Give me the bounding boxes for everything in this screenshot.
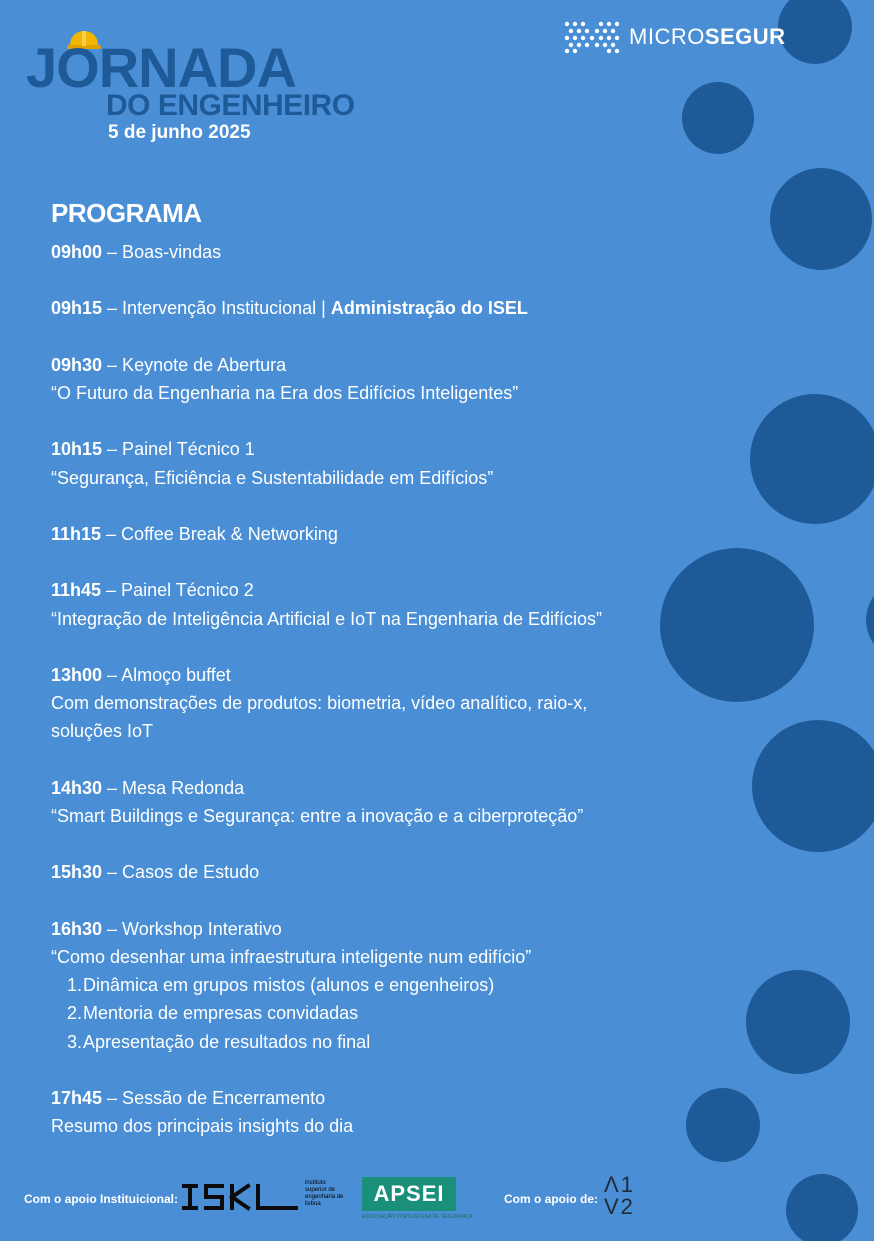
- agenda-title: – Painel Técnico 2: [101, 580, 254, 601]
- agenda-detail: “Integração de Inteligência Artificial e IoT na Engenharia de Edifícios”: [51, 608, 602, 629]
- agenda-item: [51, 1084, 671, 1140]
- agenda-time: 14h30: [51, 777, 103, 798]
- agenda-title: – Almoço buffet: [102, 664, 231, 685]
- agenda-item: [51, 294, 671, 322]
- apsei-logo: APSEI: [362, 1177, 456, 1211]
- agenda-time: 17h45: [51, 1087, 103, 1108]
- agenda-time: 09h15: [51, 298, 103, 319]
- agenda-title: – Keynote de Abertura: [102, 354, 287, 375]
- agenda-title: – Boas-vindas: [102, 242, 222, 262]
- event-subtitle: DO ENGENHEIRO: [106, 89, 355, 122]
- microsegur-logo: [563, 20, 786, 54]
- agenda-item: [51, 774, 671, 830]
- agenda-time: 11h45: [51, 580, 102, 601]
- workshop-step: 1.Dinâmica em grupos mistos (alunos e engenheiros): [67, 975, 495, 996]
- agenda-detail: “Segurança, Eficiência e Sustentabilidade em Edifícios”: [51, 467, 494, 488]
- agenda-title: – Mesa Redonda: [102, 777, 245, 798]
- institutional-support-label: Com o apoio Instituicional:: [24, 1192, 178, 1206]
- sponsors-footer: [0, 1170, 874, 1230]
- agenda-title: – Workshop Interativo: [102, 918, 282, 939]
- decor-circle: [778, 0, 852, 64]
- decor-circle: [686, 1088, 760, 1162]
- agenda-item: [51, 520, 671, 548]
- agenda-item: [51, 661, 671, 746]
- agenda-title: – Casos de Estudo: [102, 862, 260, 883]
- event-date: 5 de junho 2025: [108, 122, 251, 143]
- agenda-item: [51, 915, 671, 1056]
- agenda-title: – Sessão de Encerramento: [102, 1087, 326, 1108]
- apsei-caption: ASSOCIAÇÃO PORTUGUESA DE SEGURANÇA: [362, 1214, 473, 1220]
- decor-circle: [866, 580, 874, 660]
- decor-circle: [682, 82, 754, 154]
- agenda-time: 15h30: [51, 862, 103, 883]
- agenda-detail: “O Futuro da Engenharia na Era dos Edifícios Inteligentes”: [51, 382, 519, 403]
- isel-caption: instituto superior de engenharia de lisboa: [305, 1180, 344, 1207]
- dot-grid-icon: [563, 20, 621, 54]
- agenda-item: [51, 238, 671, 266]
- agenda-item: [51, 435, 671, 491]
- agenda-item: [51, 576, 671, 632]
- agenda-list: [51, 238, 671, 1169]
- workshop-steps: [51, 971, 671, 1056]
- brand-name: MICROSEGUR: [629, 24, 786, 49]
- agenda-detail: Resumo dos principais insights do dia: [51, 1116, 354, 1137]
- agenda-item: [51, 351, 671, 407]
- agenda-detail: soluções IoT: [51, 721, 154, 742]
- workshop-step: 3.Apresentação de resultados no final: [67, 1031, 371, 1052]
- agenda-time: 11h15: [51, 523, 102, 544]
- agenda-time: 10h15: [51, 439, 103, 460]
- decor-circle: [750, 394, 874, 524]
- agenda-time: 09h30: [51, 354, 103, 375]
- decor-circle: [752, 720, 874, 852]
- agenda-detail: “Smart Buildings e Segurança: entre a inovação e a ciberproteção”: [51, 805, 584, 826]
- workshop-step: 2.Mentoria de empresas convidadas: [67, 1003, 359, 1024]
- agenda-item: [51, 858, 671, 886]
- agenda-title-bold: Administração do ISEL: [330, 298, 528, 319]
- agenda-time: 09h00: [51, 242, 103, 262]
- agenda-time: 13h00: [51, 664, 103, 685]
- agenda-detail: “Como desenhar uma infraestrutura inteligente num edifício”: [51, 946, 532, 967]
- decor-circle: [746, 970, 850, 1074]
- decor-circle: [770, 168, 872, 270]
- isel-logo: [182, 1182, 300, 1212]
- event-title: JORNADA: [26, 36, 296, 99]
- agenda-title: – Coffee Break & Networking: [101, 523, 338, 544]
- agenda-detail: Com demonstrações de produtos: biometria, vídeo analítico, raio-x,: [51, 693, 588, 714]
- program-heading: PROGRAMA: [51, 198, 202, 228]
- agenda-title: – Painel Técnico 1: [102, 439, 255, 460]
- support-label: Com o apoio de:: [504, 1192, 598, 1206]
- agenda-title: – Intervenção Institucional |: [102, 298, 331, 319]
- decor-circle: [660, 548, 814, 702]
- a1v2-logo: Λ1 V2: [604, 1172, 635, 1219]
- agenda-time: 16h30: [51, 918, 103, 939]
